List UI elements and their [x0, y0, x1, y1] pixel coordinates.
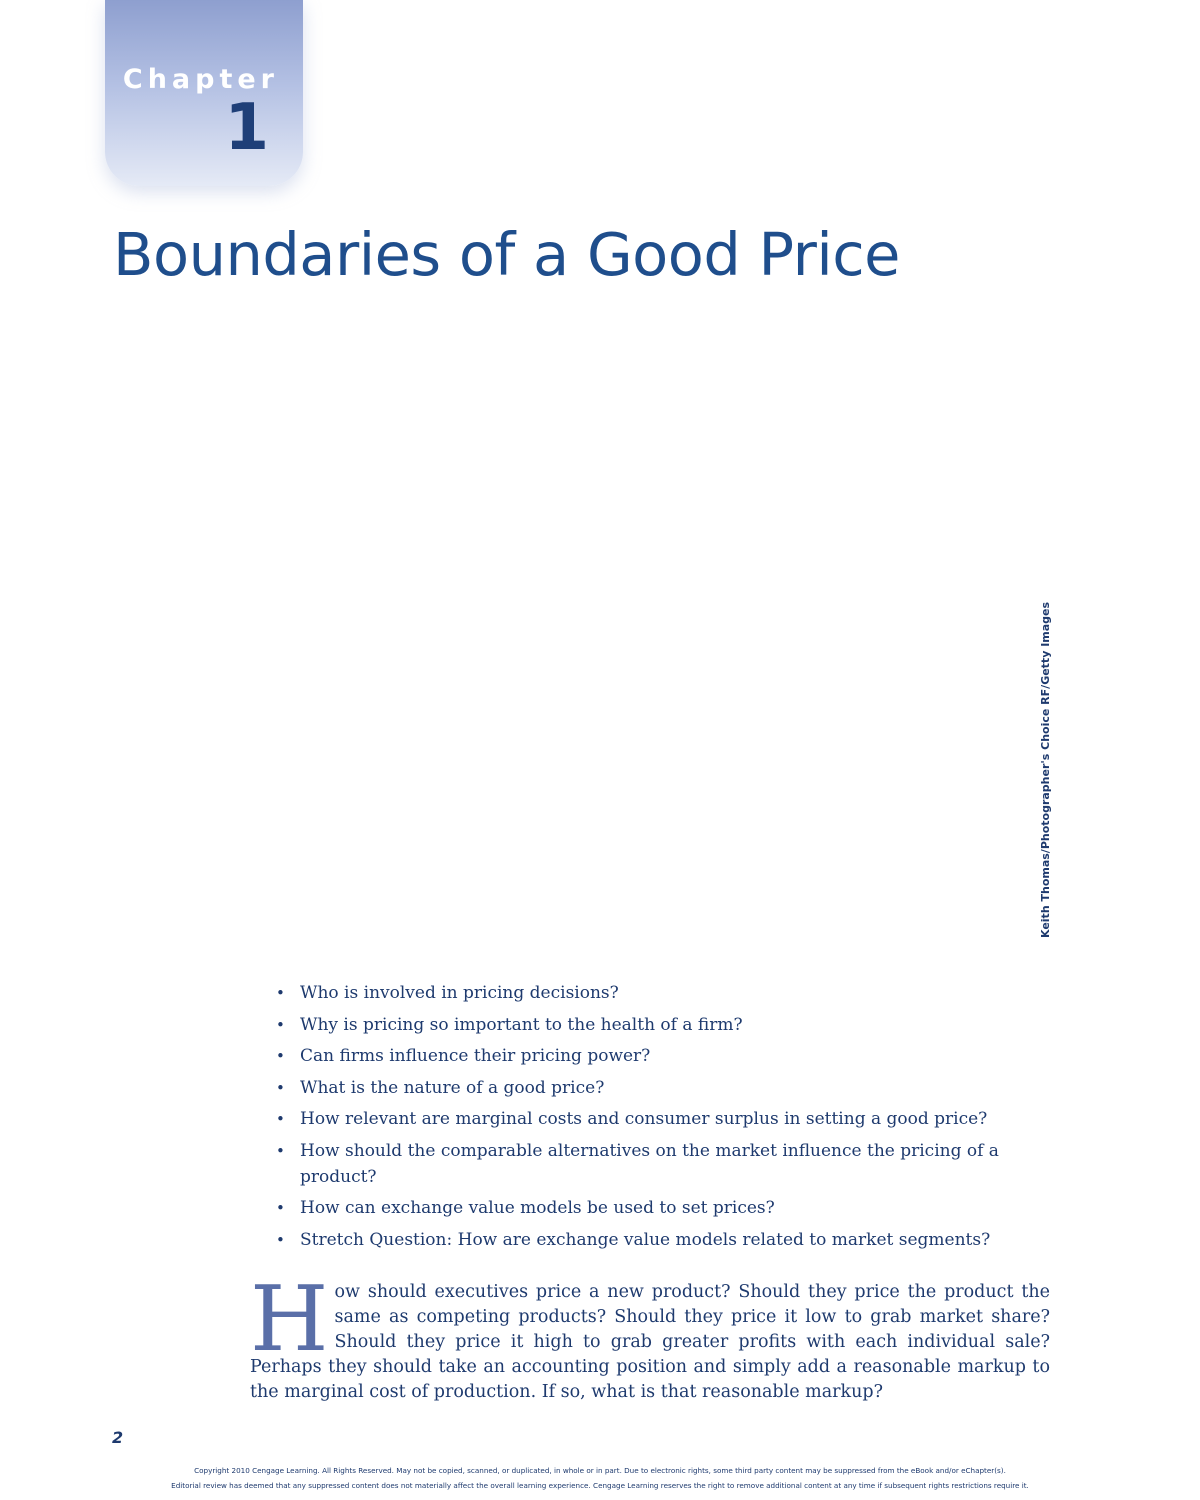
chapter-tab	[105, 0, 303, 186]
question-text: Can firms influence their pricing power?	[300, 1046, 651, 1066]
bullet-icon: •	[276, 1078, 285, 1097]
copyright-line-2: Editorial review has deemed that any suppressed content does not materially affect the overall learning experience. Cengage Learning reserves the right to remove additional content at any time if subsequent rights restrictions require it.	[171, 1481, 1029, 1490]
question-text: How relevant are marginal costs and consumer surplus in setting a good price?	[300, 1109, 988, 1129]
question-text: What is the nature of a good price?	[300, 1077, 605, 1098]
question-text: Stretch Question: How are exchange value models related to market segments?	[300, 1229, 991, 1250]
intro-text: ow should executives price a new product? Should they price the product the same as competing products? Should they price it low to grab market share? Should they price it high to grab greater profits with each individual sale? Perhaps they should take an accounting position and simply add a reasonable markup to the marginal cost of production. If so, what is that reasonable markup?	[250, 1282, 1050, 1402]
chapter-label: Chapter	[122, 64, 279, 95]
bullet-icon: •	[276, 1015, 285, 1034]
list-item	[276, 1075, 1046, 1101]
question-text: How should the comparable alternatives on the market influence the pricing of a product?	[300, 1140, 999, 1187]
bullet-icon: •	[276, 1141, 285, 1160]
bullet-icon: •	[276, 1047, 285, 1065]
question-text: Who is involved in pricing decisions?	[300, 983, 619, 1003]
list-item	[276, 1106, 1046, 1132]
list-item	[276, 1227, 1046, 1253]
list-item	[276, 1012, 1046, 1038]
copyright-notice	[100, 1463, 1100, 1493]
list-item	[276, 1195, 1046, 1221]
photo-credit: Keith Thomas/Photographer's Choice RF/Getty Images	[1039, 601, 1052, 938]
question-text: Why is pricing so important to the health of a firm?	[300, 1014, 743, 1035]
drop-cap: H	[250, 1267, 329, 1372]
chapter-number: 1	[224, 91, 269, 165]
list-item	[276, 1138, 1046, 1190]
bullet-icon: •	[276, 1110, 285, 1128]
list-item	[276, 1043, 1046, 1069]
bullet-icon: •	[276, 984, 285, 1002]
page-title: Boundaries of a Good Price	[113, 220, 900, 289]
intro-paragraph	[250, 1267, 1050, 1405]
bullet-icon: •	[276, 1230, 285, 1249]
bullet-icon: •	[276, 1199, 285, 1217]
chapter-questions-list	[276, 980, 1046, 1258]
page-number: 2	[112, 1428, 124, 1447]
question-text: How can exchange value models be used to set prices?	[300, 1198, 775, 1218]
copyright-line-1: Copyright 2010 Cengage Learning. All Rights Reserved. May not be copied, scanned, or duplicated, in whole or in part. Due to electronic rights, some third party content may be suppressed from the eBook and/or eChapter(s).	[194, 1466, 1006, 1475]
list-item	[276, 980, 1046, 1006]
